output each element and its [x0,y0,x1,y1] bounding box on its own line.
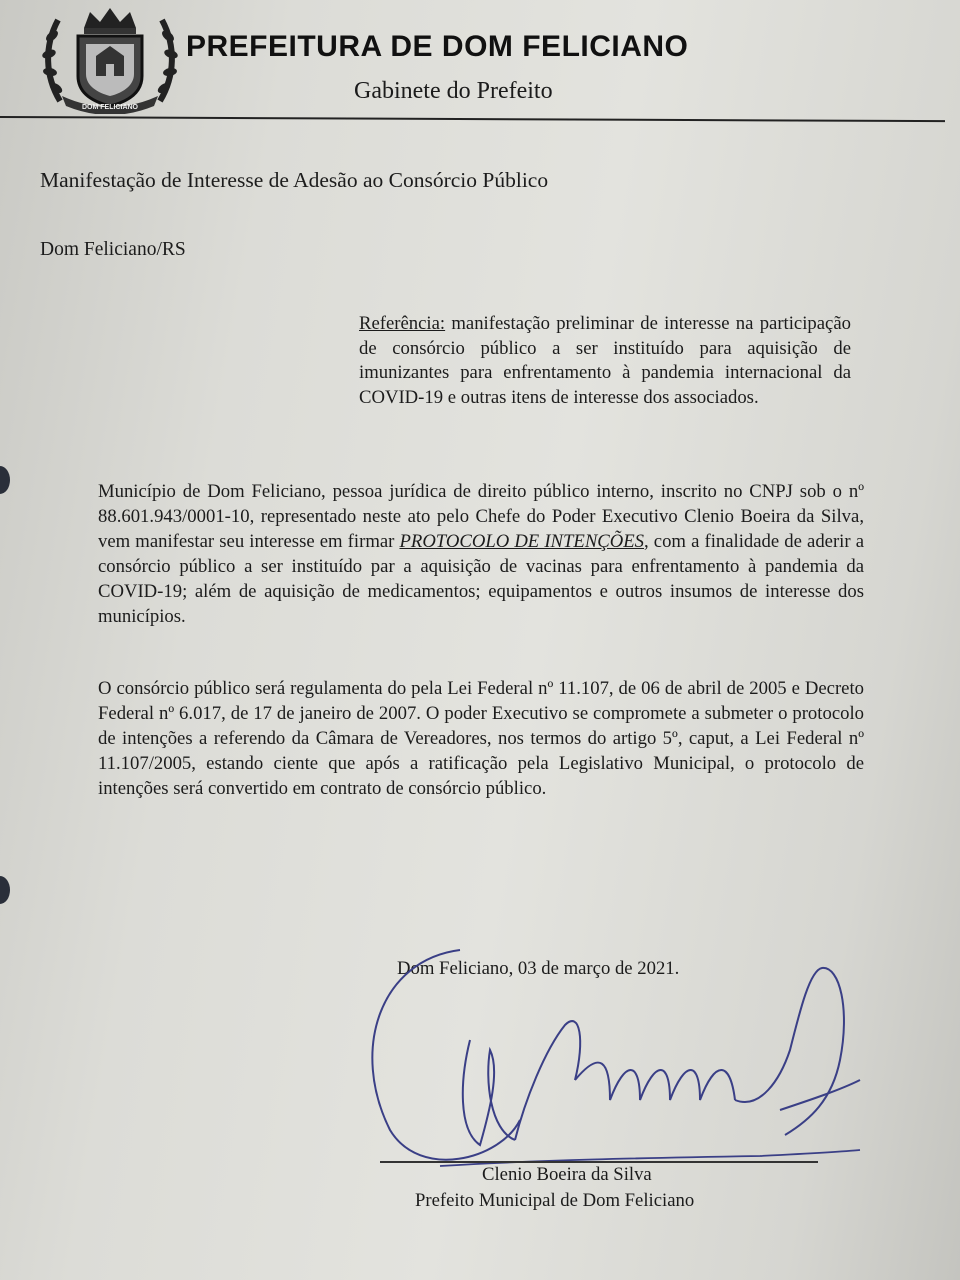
paragraph-1-text-a: Município de Dom Feliciano, pessoa jurídica de direito público interno, inscrito no CNPJ sob o nº 88.601.943/0001-10, representado neste ato pelo Chefe do Poder Executivo Clenio Boeira da Silva, vem manifestar seu interesse em firmar [98,481,864,552]
document-title: Manifestação de Interesse de Adesão ao Consórcio Público [40,168,549,192]
paragraph-1 [98,479,864,629]
signer-name: Clenio Boeira da Silva [482,1164,652,1185]
binder-hole [0,466,10,494]
paragraph-1-text-b: , com a finalidade de aderir a consórcio público a ser instituído par a aquisição de vacinas para enfrentamento à pandemia da COVID-19; além de aquisição de medicamentos; equipamentos e outros insumos de interesse dos municípios. [98,531,864,627]
header-title: PREFEITURA DE DOM FELICIANO [186,30,689,63]
signature-line [380,1161,818,1163]
reference-block [359,312,851,410]
header-subtitle: Gabinete do Prefeito [354,78,553,104]
date-line: Dom Feliciano, 03 de março de 2021. [397,958,680,979]
paragraph-2: O consórcio público será regulamenta do pela Lei Federal nº 11.107, de 06 de abril de 2005 e Decreto Federal nº 6.017, de 17 de janeiro de 2007. O poder Executivo se compromete a submeter o protocolo de intenções a referendo da Câmara de Vereadores, nos termos do artigo 5º, caput, a Lei Federal nº 11.107/2005, estando ciente que após a ratificação pela Legislativo Municipal, o protocolo de intenções será convertido em contrato de consórcio público. [98,678,864,799]
signer-role: Prefeito Municipal de Dom Feliciano [415,1190,695,1211]
crest-ribbon-text: DOM FELICIANO [82,104,138,111]
protocol-emphasis: PROTOCOLO DE INTENÇÕES [399,531,645,552]
location-line: Dom Feliciano/RS [40,239,186,260]
header-divider [0,116,945,122]
municipal-crest-icon [40,6,180,114]
reference-label: Referência: [359,313,446,334]
binder-hole [0,876,10,904]
reference-text: manifestação preliminar de interesse na participação de consórcio público a ser instituído para aquisição de imunizantes para enfrentamento à pandemia internacional da COVID-19 e outras itens de interesse dos associados. [359,313,851,408]
